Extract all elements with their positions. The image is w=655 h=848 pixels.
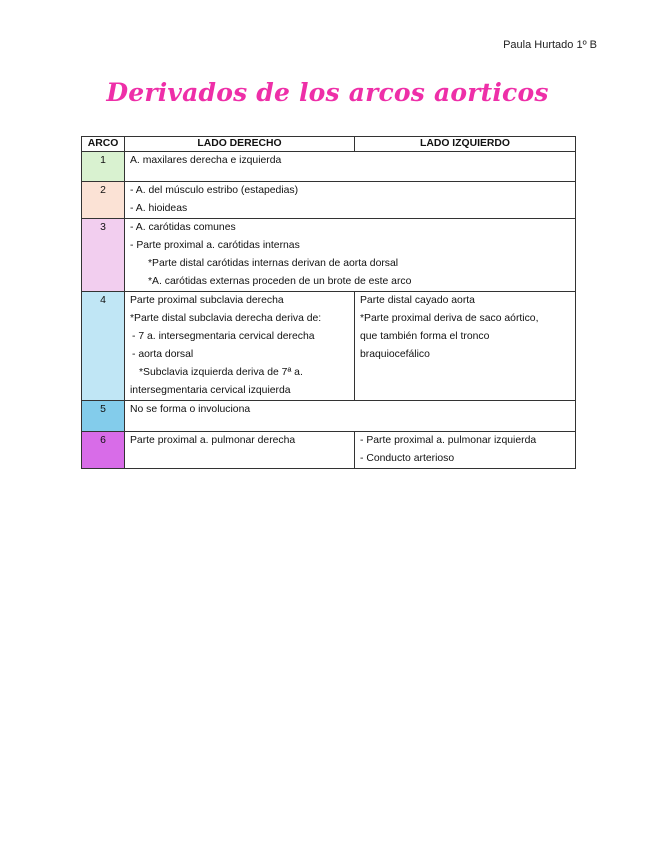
cell-line: - 7 a. intersegmentaria cervical derecha: [132, 331, 315, 342]
cell-line: No se forma o involuciona: [130, 404, 251, 415]
cell-line: *Subclavia izquierda deriva de 7ª a.: [139, 367, 303, 378]
aortic-arches-table: [81, 136, 576, 469]
cell-line: Parte proximal a. pulmonar derecha: [130, 435, 296, 446]
arco-cell: 4: [82, 292, 125, 401]
merged-cell: [125, 152, 576, 182]
arco-cell: 1: [82, 152, 125, 182]
cell-line: - Parte proximal a. carótidas internas: [130, 240, 300, 251]
arco-cell: 6: [82, 432, 125, 469]
cell-line: *A. carótidas externas proceden de un brote de este arco: [148, 276, 412, 287]
cell-line: *Parte proximal deriva de saco aórtico,: [360, 313, 539, 324]
table-row: [82, 401, 576, 432]
table-row: [82, 152, 576, 182]
lado-derecho-cell: [125, 292, 355, 401]
lado-izquierdo-cell: [355, 432, 576, 469]
arco-cell: 3: [82, 219, 125, 292]
arco-cell: 2: [82, 182, 125, 219]
page-title: Derivados de los arcos aorticos: [106, 78, 549, 107]
cell-line: intersegmentaria cervical izquierda: [130, 385, 291, 396]
merged-cell: [125, 401, 576, 432]
cell-line: - aorta dorsal: [132, 349, 194, 360]
author-name: Paula Hurtado 1º B: [503, 39, 597, 51]
cell-line: *Parte distal carótidas internas derivan de aorta dorsal: [148, 258, 399, 269]
arco-cell: 5: [82, 401, 125, 432]
header-lado-derecho: LADO DERECHO: [125, 137, 355, 152]
table-row: [82, 219, 576, 292]
cell-line: - Conducto arterioso: [360, 453, 455, 464]
header-lado-izquierdo: LADO IZQUIERDO: [355, 137, 576, 152]
cell-line: *Parte distal subclavia derecha deriva de:: [130, 313, 322, 324]
table-header-row: [82, 137, 576, 152]
lado-derecho-cell: [125, 432, 355, 469]
table-row: [82, 432, 576, 469]
cell-line: Parte distal cayado aorta: [360, 295, 475, 306]
cell-line: Parte proximal subclavia derecha: [130, 295, 284, 306]
cell-line: - A. carótidas comunes: [130, 222, 236, 233]
merged-cell: [125, 219, 576, 292]
cell-line: - Parte proximal a. pulmonar izquierda: [360, 435, 537, 446]
cell-line: - A. hioideas: [130, 203, 188, 214]
table-row: [82, 182, 576, 219]
table-row: [82, 292, 576, 401]
lado-izquierdo-cell: [355, 292, 576, 401]
cell-line: A. maxilares derecha e izquierda: [130, 155, 282, 166]
cell-line: que también forma el tronco: [360, 331, 490, 342]
merged-cell: [125, 182, 576, 219]
cell-line: braquiocefálico: [360, 349, 430, 360]
header-arco: ARCO: [82, 137, 125, 152]
cell-line: - A. del músculo estribo (estapedias): [130, 185, 299, 196]
